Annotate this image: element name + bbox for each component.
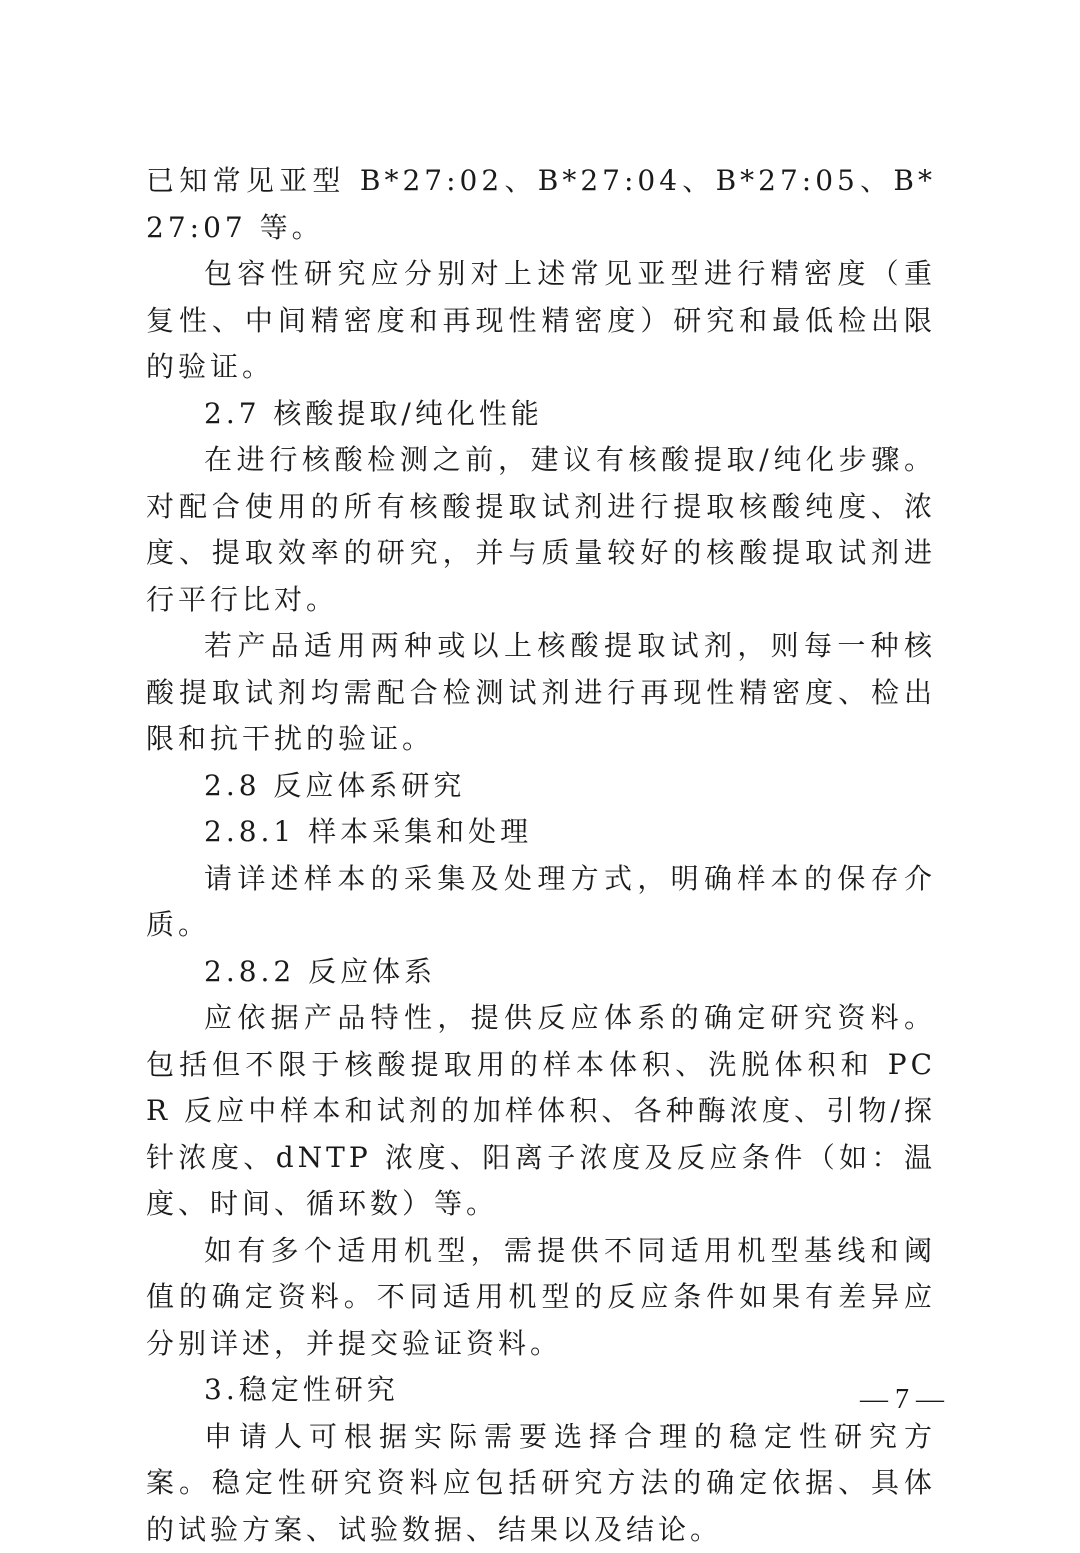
heading-2-8-2: 2.8.2 反应体系 (146, 949, 936, 996)
document-body (146, 158, 936, 1553)
paragraph-multiple-extraction-reagents: 若产品适用两种或以上核酸提取试剂，则每一种核酸提取试剂均需配合检测试剂进行再现性精密度、检出限和抗干扰的验证。 (146, 623, 936, 763)
heading-2-8-1: 2.8.1 样本采集和处理 (146, 809, 936, 856)
heading-3: 3.稳定性研究 (146, 1367, 936, 1414)
heading-2-7: 2.7 核酸提取/纯化性能 (146, 391, 936, 438)
paragraph-stability-study: 申请人可根据实际需要选择合理的稳定性研究方案。稳定性研究资料应包括研究方法的确定依据、具体的试验方案、试验数据、结果以及结论。 (146, 1414, 936, 1553)
heading-2-8: 2.8 反应体系研究 (146, 763, 936, 810)
paragraph-subtype-list: 已知常见亚型 B*27:02、B*27:04、B*27:05、B*27:07 等。 (146, 158, 936, 251)
paragraph-sample-collection: 请详述样本的采集及处理方式，明确样本的保存介质。 (146, 856, 936, 949)
paragraph-extraction-step: 在进行核酸检测之前，建议有核酸提取/纯化步骤。对配合使用的所有核酸提取试剂进行提取核酸纯度、浓度、提取效率的研究，并与质量较好的核酸提取试剂进行平行比对。 (146, 437, 936, 623)
paragraph-inclusivity-study: 包容性研究应分别对上述常见亚型进行精密度（重复性、中间精密度和再现性精密度）研究和最低检出限的验证。 (146, 251, 936, 391)
page-number: — 7 — (860, 1384, 944, 1416)
paragraph-reaction-system: 应依据产品特性，提供反应体系的确定研究资料。包括但不限于核酸提取用的样本体积、洗脱体积和 PCR 反应中样本和试剂的加样体积、各种酶浓度、引物/探针浓度、dNTP 浓度、阳离子浓度及反应条件（如：温度、时间、循环数）等。 (146, 995, 936, 1228)
paragraph-instrument-models: 如有多个适用机型，需提供不同适用机型基线和阈值的确定资料。不同适用机型的反应条件如果有差异应分别详述，并提交验证资料。 (146, 1228, 936, 1368)
